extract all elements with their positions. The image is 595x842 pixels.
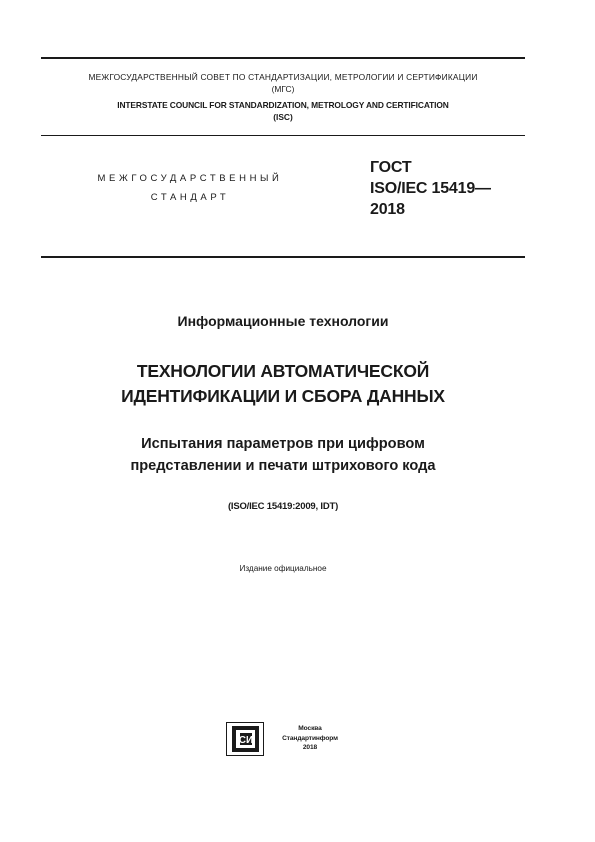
edition-note: Издание официальное [239,564,327,573]
publisher-city: Москва [298,725,322,732]
council-divider [41,135,525,136]
council-name-ru: МЕЖГОСУДАРСТВЕННЫЙ СОВЕТ ПО СТАНДАРТИЗАЦИИ, МЕТРОЛОГИИ И СЕРТИФИКАЦИИ [88,72,478,82]
publisher-block [266,724,354,753]
top-rule [41,57,525,59]
council-name-en: INTERSTATE COUNCIL FOR STANDARDIZATION, METROLOGY AND CERTIFICATION [117,100,449,110]
council-abbr-en: (ISC) [273,112,293,122]
international-reference: (ISO/IEC 15419:2009, IDT) [227,501,339,512]
logo-lettering: СИ [238,735,254,746]
gost-label: ГОСТ [370,159,412,176]
subtitle-line2: представлении и печати штрихового кода [130,458,436,474]
standard-type-line2: СТАНДАРТ [150,192,230,203]
publisher-year: 2018 [302,744,318,751]
standard-type-line1: МЕЖГОСУДАРСТВЕННЫЙ [97,173,283,184]
standard-number: ISO/IEC 15419— [370,180,491,197]
document-topic: Информационные технологии [177,313,389,329]
main-title-line1: ТЕХНОЛОГИИ АВТОМАТИЧЕСКОЙ [136,361,430,381]
main-title-line2: ИДЕНТИФИКАЦИИ И СБОРА ДАННЫХ [121,386,445,406]
publisher-name: Стандартинформ [282,734,338,742]
standartinform-logo [226,722,264,756]
subtitle-line1: Испытания параметров при цифровом [141,436,425,452]
standard-year: 2018 [370,201,405,218]
standard-designation [370,157,520,220]
council-abbr-ru: (МГС) [271,84,295,94]
header-divider [41,256,525,258]
